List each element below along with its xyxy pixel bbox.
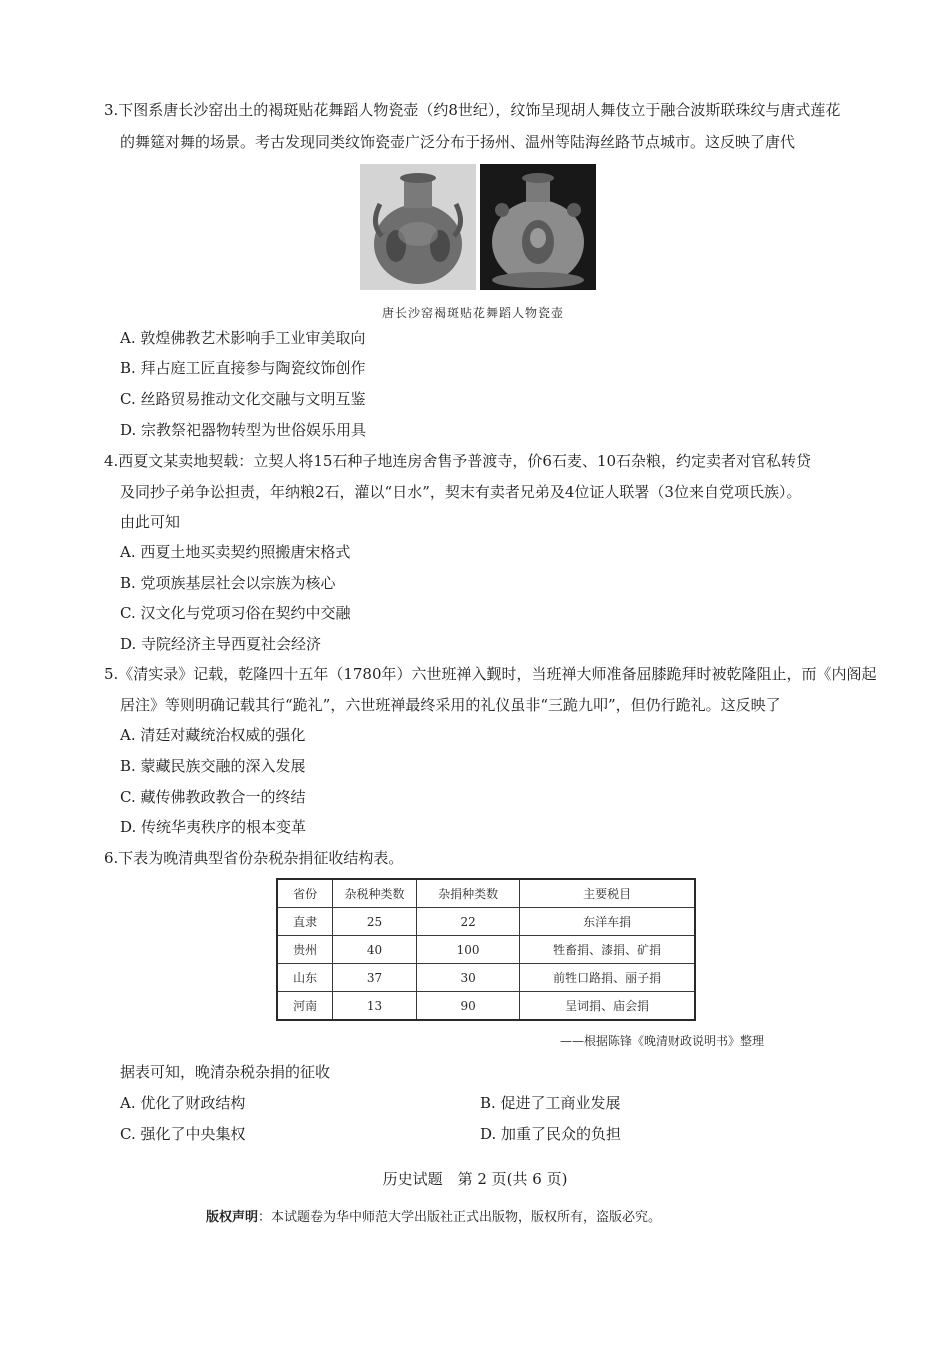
q6-option-c[interactable]: C. 强化了中央集权: [120, 1125, 246, 1143]
cell-levy-count: 100: [416, 936, 520, 964]
cell-tax-count: 13: [333, 992, 417, 1021]
q5-option-c[interactable]: C. 藏传佛教政教合一的终结: [120, 788, 306, 806]
table-header-row: [277, 879, 695, 908]
cell-main-items: 东洋车捐: [520, 908, 695, 936]
q3-option-b[interactable]: B. 拜占庭工匠直接参与陶瓷纹饰创作: [120, 359, 366, 377]
header-levy-count: 杂捐种类数: [416, 879, 520, 908]
q3-option-d[interactable]: D. 宗教祭祀器物转型为世俗娱乐用具: [120, 421, 367, 439]
q4-option-b[interactable]: B. 党项族基层社会以宗族为核心: [120, 574, 336, 592]
q4-stem-line2: 及同抄子弟争讼担责，年纳粮2石，灌以“日水”，契末有卖者兄弟及4位证人联署（3位来自党项氏族）。: [120, 483, 802, 501]
q5-stem-line2: 居注》等则明确记载其行“跪礼”，六世班禅最终采用的礼仪虽非“三跪九叩”，但仍行跪礼。这反映了: [120, 696, 781, 714]
cell-tax-count: 40: [333, 936, 417, 964]
q6-option-d[interactable]: D. 加重了民众的负担: [480, 1125, 622, 1143]
cell-tax-count: 25: [333, 908, 417, 936]
q6-option-b[interactable]: B. 促进了工商业发展: [480, 1094, 621, 1112]
tax-table: [276, 878, 696, 1021]
table-source: ——根据陈锋《晚清财政说明书》整理: [560, 1034, 765, 1048]
copyright-text: ：本试题卷为华中师范大学出版社正式出版物，版权所有，盗版必究。: [258, 1210, 662, 1225]
q4-stem-line3: 由此可知: [120, 513, 181, 531]
q6-stem: 6.下表为晚清典型省份杂税杂捐征收结构表。: [104, 849, 404, 867]
q5-option-d[interactable]: D. 传统华夷秩序的根本变革: [120, 818, 307, 836]
copyright-label: 版权声明: [206, 1210, 259, 1225]
cell-levy-count: 22: [416, 908, 520, 936]
q6-option-a[interactable]: A. 优化了财政结构: [120, 1094, 246, 1112]
cell-levy-count: 90: [416, 992, 520, 1021]
header-main-items: 主要税目: [520, 879, 695, 908]
cell-province: 贵州: [277, 936, 333, 964]
cell-province: 山东: [277, 964, 333, 992]
q3-option-c[interactable]: C. 丝路贸易推动文化交融与文明互鉴: [120, 390, 366, 408]
page-footer: 历史试题 第 2 页(共 6 页): [382, 1170, 568, 1188]
vase-photos: [360, 164, 596, 290]
table-row: [277, 964, 695, 992]
q3-stem-line1: 3.下图系唐长沙窑出土的褐斑贴花舞蹈人物瓷壶（约8世纪），纹饰呈现胡人舞伎立于融合波斯联珠纹与唐式莲花: [104, 101, 841, 119]
cell-levy-count: 30: [416, 964, 520, 992]
cell-tax-count: 37: [333, 964, 417, 992]
header-tax-count: 杂税种类数: [333, 879, 417, 908]
q5-option-a[interactable]: A. 清廷对藏统治权威的强化: [120, 726, 306, 744]
q3-option-a[interactable]: A. 敦煌佛教艺术影响手工业审美取向: [120, 329, 366, 347]
table-row: [277, 936, 695, 964]
q4-option-c[interactable]: C. 汉文化与党项习俗在契约中交融: [120, 604, 351, 622]
vase-caption: 唐长沙窑褐斑贴花舞蹈人物瓷壶: [382, 306, 565, 320]
table-row: [277, 908, 695, 936]
cell-main-items: 前牲口路捐、丽子捐: [520, 964, 695, 992]
cell-province: 河南: [277, 992, 333, 1021]
cell-main-items: 呈词捐、庙会捐: [520, 992, 695, 1021]
q6-question: 据表可知，晚清杂税杂捐的征收: [120, 1063, 331, 1081]
q4-stem-line1: 4.西夏文某卖地契载：立契人将15石种子地连房舍售予普渡寺，价6石麦、10石杂粮，约定卖者对官私转贷: [104, 452, 812, 470]
q4-option-d[interactable]: D. 寺院经济主导西夏社会经济: [120, 635, 322, 653]
q3-stem-line2: 的舞筵对舞的场景。考古发现同类纹饰瓷壶广泛分布于扬州、温州等陆海丝路节点城市。这反映了唐代: [120, 133, 796, 151]
header-province: 省份: [277, 879, 333, 908]
vase-photo-right: [480, 164, 596, 290]
q4-option-a[interactable]: A. 西夏土地买卖契约照搬唐宋格式: [120, 543, 351, 561]
q5-stem-line1: 5.《清实录》记载，乾隆四十五年（1780年）六世班禅入觐时，当班禅大师准备屈膝跪拜时被乾隆阻止，而《内阁起: [104, 665, 877, 683]
copyright-notice: [206, 1206, 661, 1225]
q5-option-b[interactable]: B. 蒙藏民族交融的深入发展: [120, 757, 306, 775]
table-row: [277, 992, 695, 1021]
vase-photo-left: [360, 164, 476, 290]
cell-main-items: 牲畜捐、漆捐、矿捐: [520, 936, 695, 964]
cell-province: 直隶: [277, 908, 333, 936]
